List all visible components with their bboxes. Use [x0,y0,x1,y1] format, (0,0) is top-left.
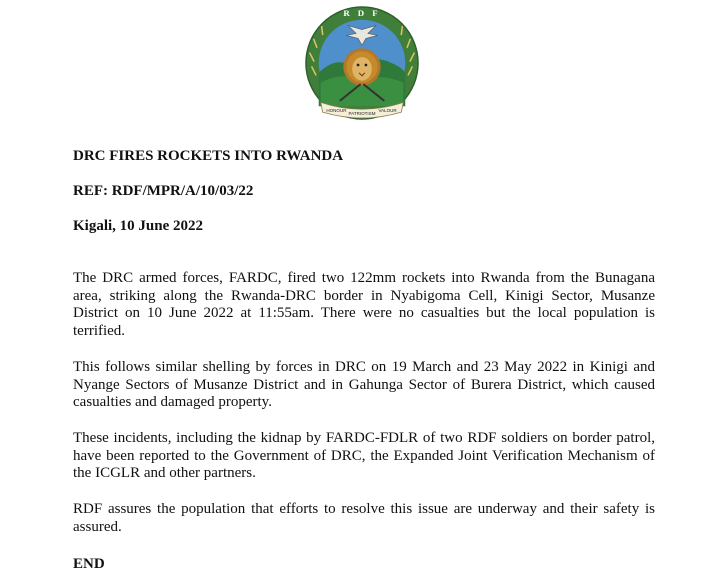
dateline: Kigali, 10 June 2022 [73,218,204,234]
end-marker: END [73,556,105,572]
reference-number: REF: RDF/MPR/A/10/03/22 [73,183,254,199]
document-title: DRC FIRES ROCKETS INTO RWANDA [73,148,344,164]
emblem-motto-valour: VALOUR [378,108,397,114]
emblem-motto-patriotism: PATRIOTISM [348,111,376,117]
body-paragraph-1: The DRC armed forces, FARDC, fired two 122mm rockets into Rwanda from the Bunagana area, striking along the Rwanda-DRC border in Nyabigoma Cell, Kinigi Sector, Musanze District on 10 June 2022 at 11:55am. There were no casualties but the local population is terrified. [73,270,655,339]
emblem-motto-honour: HONOUR [326,108,347,114]
emblem-top-text: R D F [343,7,381,18]
rdf-emblem [303,4,421,122]
body-paragraph-3: These incidents, including the kidnap by FARDC-FDLR of two RDF soldiers on border patrol, have been reported to the Government of DRC, the Expanded Joint Verification Mechanism of the ICGLR and other partners. [73,430,655,481]
body-paragraph-2: This follows similar shelling by forces in DRC on 19 March and 23 May 2022 in Kinigi and Nyange Sectors of Musanze District and in Gahunga Sector of Burera District, which caused casualties and damaged property. [73,359,655,410]
body-paragraph-4: RDF assures the population that efforts to resolve this issue are underway and their safety is assured. [73,501,655,535]
